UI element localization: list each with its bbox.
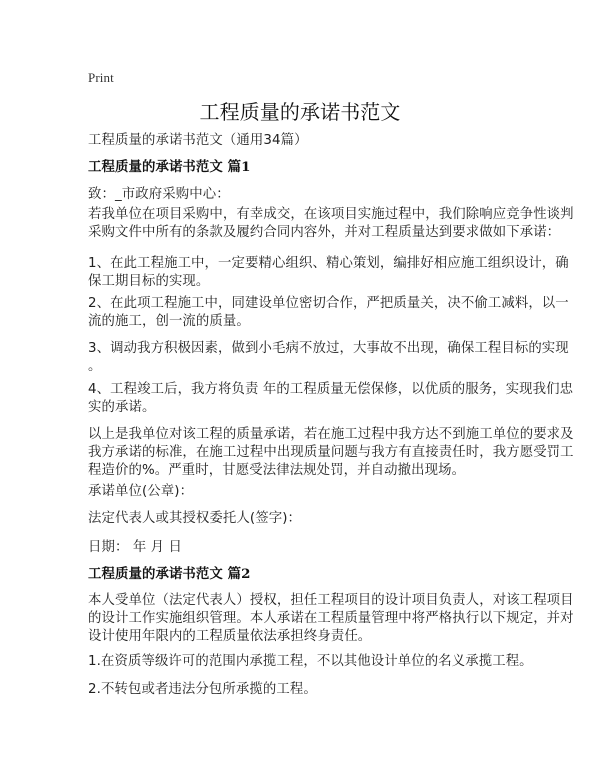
signature-representative-line: 法定代表人或其授权委托人(签字)： [88,511,302,526]
list-item-line: 1、在此工程施工中，一定要精心组织、精心策划，编排好相应施工组织设计，确 [88,256,569,271]
paragraph-line: 的设计工作实施组织管理。本人承诺在工程质量管理中将严格执行以下规定，并对 [88,611,574,626]
date-line: 日期： 年 月 日 [88,540,183,555]
list-item-line: 保工期目标的实现。 [88,274,210,289]
paragraph-line: 我方承诺的标准，在施工过程中出现质量问题与我方有直接责任时，我方愿受罚工 [88,445,574,460]
list-item-line: 。 [88,359,102,374]
section-heading: 工程质量的承诺书范文 篇1 [88,159,251,175]
signature-unit-line: 承诺单位(公章)： [88,484,194,499]
document-subtitle: 工程质量的承诺书范文（通用34篇） [88,133,308,148]
paragraph-line: 设计使用年限内的工程质量依法承担终身责任。 [88,629,372,644]
list-item-line: 4、工程竣工后，我方将负责 年的工程质量无偿保修，以优质的服务，实现我们忠 [88,382,574,397]
document-title: 工程质量的承诺书范文 [199,100,401,124]
list-item-line: 实的承诺。 [88,400,156,415]
paragraph-line: 以上是我单位对该工程的质量承诺，若在施工过程中我方达不到施工单位的要求及 [88,427,574,442]
print-link[interactable]: Print [88,70,114,85]
list-item-line: 2、在此项工程施工中，同建设单位密切合作，严把质量关，决不偷工减料，以一 [88,296,569,311]
addressee-line: 致：_市政府采购中心： [88,187,230,202]
list-item-line: 2.不转包或者违法分包所承揽的工程。 [88,682,317,697]
list-item-line: 3、调动我方积极因素，做到小毛病不放过，大事故不出现，确保工程目标的实现 [88,341,569,356]
paragraph-line: 程造价的%。严重时，甘愿受法律法规处罚，并自动撤出现场。 [88,463,466,478]
list-item-line: 1.在资质等级许可的范围内承揽工程，不以其他设计单位的名义承揽工程。 [88,654,533,669]
paragraph-line: 若我单位在项目采购中，有幸成交，在该项目实施过程中，我们除响应竞争性谈判 [88,207,574,222]
list-item-line: 流的施工，创一流的质量。 [88,314,250,329]
paragraph-line: 本人受单位（法定代表人）授权，担任工程项目的设计项目负责人，对该工程项目 [88,593,574,608]
paragraph-line: 采购文件中所有的条款及履约合同内容外，并对工程质量达到要求做如下承诺： [88,225,561,240]
section-heading: 工程质量的承诺书范文 篇2 [88,566,251,582]
